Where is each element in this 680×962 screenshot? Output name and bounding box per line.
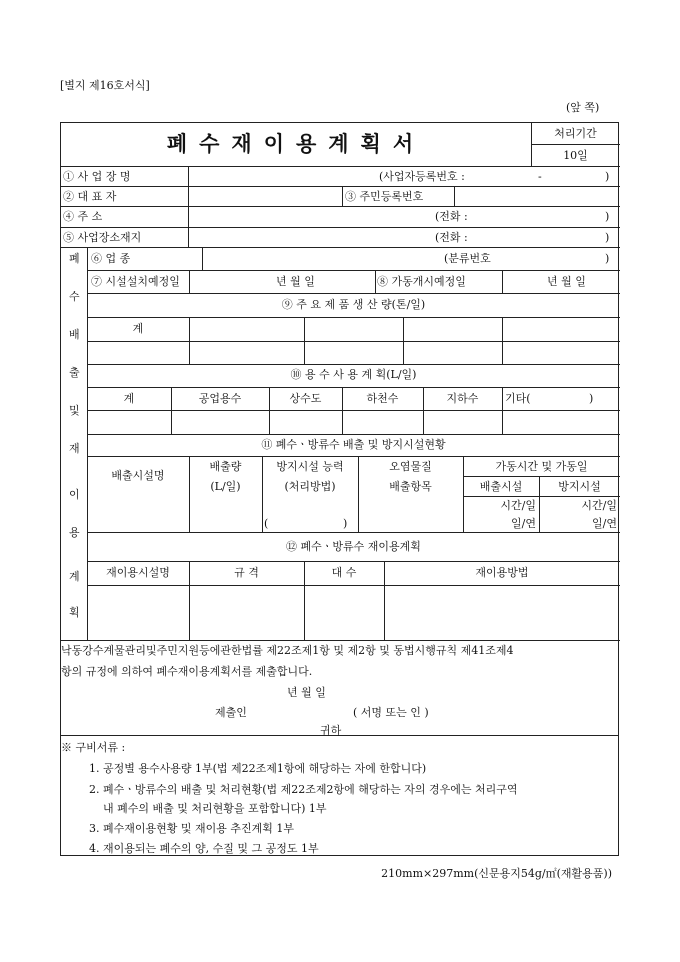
operation-date-label: ⑧ 가동개시예정일	[377, 275, 466, 288]
method-paren-close: )	[343, 517, 348, 530]
reuse-facility-label: 재이용시설명	[106, 566, 170, 579]
statement-line-2: 항의 규정에 의하여 폐수재이용계획서를 제출합니다.	[61, 665, 313, 678]
side-char: 이	[69, 488, 80, 501]
dash: -	[538, 170, 542, 183]
divider	[202, 247, 203, 270]
documents-heading: ※ 구비서류 :	[61, 741, 126, 754]
divider	[87, 341, 620, 342]
divider	[87, 532, 620, 533]
representative-label: ② 대 표 자	[63, 190, 117, 203]
tap-water-label: 상수도	[289, 392, 322, 405]
divider	[87, 456, 620, 457]
submission-date: 년 월 일	[287, 686, 326, 699]
capacity-label: 방지시설 능력	[276, 460, 344, 473]
class-no-label: (분류번호	[444, 252, 491, 265]
side-char: 출	[69, 366, 80, 379]
divider	[87, 561, 620, 562]
document-item: 3. 폐수재이용현황 및 재이용 추진계획 1부	[89, 822, 294, 835]
other-label: 기타(	[505, 392, 531, 405]
other-close-paren: )	[589, 392, 594, 405]
divider	[189, 270, 190, 293]
document-item: 2. 폐수ㆍ방류수의 배출 및 처리현황(법 제22조제2항에 해당하는 자의 경우에는 처리구역	[89, 783, 518, 796]
day-per-year: 일/연	[511, 517, 536, 530]
divider	[87, 317, 620, 318]
groundwater-label: 지하수	[446, 392, 479, 405]
divider	[463, 476, 620, 477]
close-paren: )	[605, 231, 610, 244]
discharge-unit: (L/일)	[210, 480, 241, 493]
side-char: 및	[69, 404, 80, 417]
close-paren: )	[605, 170, 610, 183]
document-item: 내 폐수의 배출 및 처리현황을 포함합니다) 1부	[103, 802, 327, 815]
divider	[463, 496, 620, 497]
side-char: 배	[69, 328, 80, 341]
processing-period-label: 처리기간	[554, 127, 597, 140]
divider	[454, 186, 455, 206]
pollutant-label: 오염물질	[389, 460, 432, 473]
water-total-label: 계	[123, 392, 135, 405]
business-name-label: ① 사 업 장 명	[63, 170, 131, 183]
divider	[375, 270, 376, 293]
divider	[87, 270, 620, 271]
divider	[502, 387, 503, 434]
emission-facility-label: 배출시설	[479, 480, 523, 493]
hour-per-day: 시간/일	[581, 499, 617, 512]
divider	[342, 186, 343, 206]
addressee-label: 귀하	[320, 724, 342, 737]
divider	[87, 410, 620, 411]
divider	[502, 270, 503, 293]
form-number: [별지 제16호서식]	[60, 79, 150, 92]
divider	[304, 317, 305, 364]
facility-name-label: 배출시설명	[111, 469, 165, 482]
close-paren: )	[605, 210, 610, 223]
divider	[87, 364, 620, 365]
side-char: 재	[69, 442, 80, 455]
document-item: 1. 공정별 용수사용량 1부(법 제22조제1항에 해당하는 자에 한합니다)	[89, 762, 427, 775]
side-char: 계	[69, 570, 80, 583]
form-title: 폐수재이용계획서	[166, 131, 426, 156]
day-per-year: 일/연	[592, 517, 617, 530]
close-paren: )	[605, 252, 610, 265]
resident-no-label: ③ 주민등록번호	[345, 190, 424, 203]
phone-label: (전화 :	[435, 210, 468, 223]
spec-label: 규 격	[234, 566, 259, 579]
divider	[87, 293, 620, 294]
side-char: 수	[69, 290, 80, 303]
divider	[531, 144, 620, 145]
industry-label: ⑥ 업 종	[91, 252, 131, 265]
required-documents	[60, 736, 619, 856]
divider	[61, 247, 620, 248]
section-12-title: ⑫ 폐수ㆍ방류수 재이용계획	[286, 540, 421, 553]
method-paren-open: (	[264, 517, 269, 530]
divider	[61, 186, 620, 187]
production-total-label: 계	[132, 322, 144, 335]
divider	[61, 640, 620, 641]
document-item: 4. 재이용되는 폐수의 양, 수질 및 그 공정도 1부	[89, 842, 319, 855]
divider	[87, 434, 620, 435]
section-11-title: ⑪ 폐수ㆍ방류수 배출 및 방지시설현황	[261, 438, 446, 451]
page-side-label: (앞 쪽)	[566, 101, 600, 114]
pollutant-items: 배출항목	[389, 480, 432, 493]
divider	[61, 206, 620, 207]
divider	[87, 387, 620, 388]
statement-line-1: 낙동강수계물관리및주민지원등에관한법률 제22조제1항 및 제2항 및 동법시행규칙 제41조제4	[61, 644, 514, 657]
count-label: 대 수	[331, 566, 357, 579]
divider	[87, 585, 620, 586]
address-label: ④ 주 소	[63, 210, 103, 223]
divider	[502, 317, 503, 364]
reuse-method-label: 재이용방법	[475, 566, 529, 579]
section-10-title: ⑩ 용 수 사 용 계 획(L/일)	[290, 368, 417, 381]
install-date-value: 년 월 일	[276, 275, 315, 288]
section-9-title: ⑨ 주 요 제 품 생 산 량(톤/일)	[281, 298, 426, 311]
side-char: 폐	[69, 252, 80, 265]
operation-label: 가동시간 및 가동일	[495, 460, 588, 473]
biz-reg-no-label: (사업자등록번호 :	[379, 170, 465, 183]
side-char: 획	[69, 606, 80, 619]
divider	[188, 166, 189, 247]
capacity-method: (처리방법)	[284, 480, 336, 493]
paper-spec: 210mm×297mm(신문용지54g/㎡(재활용품))	[381, 867, 612, 880]
side-char: 용	[69, 526, 80, 539]
prevention-facility-label: 방지시설	[558, 480, 601, 493]
industrial-water-label: 공업용수	[198, 392, 242, 405]
install-date-label: ⑦ 시설설치예정일	[91, 275, 180, 288]
form-table	[60, 122, 619, 736]
site-address-label: ⑤ 사업장소재지	[63, 231, 142, 244]
signature-label: ( 서명 또는 인 )	[353, 706, 429, 719]
hour-per-day: 시간/일	[500, 499, 536, 512]
divider	[403, 317, 404, 364]
discharge-label: 배출량	[209, 460, 242, 473]
divider	[189, 317, 190, 364]
divider	[61, 227, 620, 228]
submitter-label: 제출인	[215, 706, 247, 719]
river-water-label: 하천수	[366, 392, 399, 405]
processing-period-value: 10일	[563, 149, 588, 162]
phone-label: (전화 :	[435, 231, 468, 244]
operation-date-value: 년 월 일	[547, 275, 586, 288]
divider	[61, 166, 620, 167]
